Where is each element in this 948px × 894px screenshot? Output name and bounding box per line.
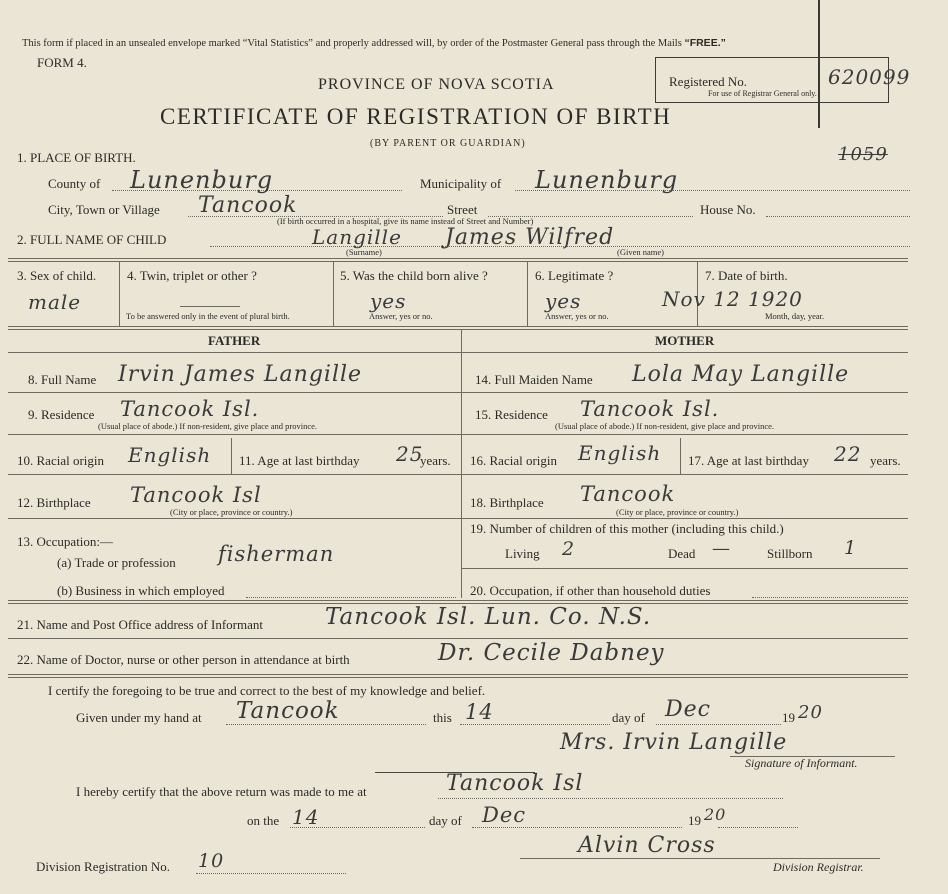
father-birthplace-note: (City or place, province or country.): [170, 507, 293, 517]
child-surname-value: Langille: [312, 225, 402, 249]
registrar-place-rule: [438, 798, 783, 799]
given-year-prefix: 19: [782, 710, 795, 725]
rule-parent-heading: [8, 352, 908, 353]
twin-note: To be answered only in the event of plural birth.: [126, 311, 290, 321]
informant-signature: Mrs. Irvin Langille: [560, 730, 788, 755]
given-place-rule: [226, 724, 426, 725]
mother-name-label: 14. Full Maiden Name: [475, 372, 593, 387]
certificate-title: CERTIFICATE OF REGISTRATION OF BIRTH: [160, 104, 672, 129]
hospital-note: (If birth occurred in a hospital, give its name instead of Street and Number): [277, 216, 534, 226]
registered-box: [655, 57, 911, 103]
business-rule: [246, 597, 456, 598]
father-heading: FATHER: [208, 333, 261, 348]
father-age-value: 25: [396, 442, 424, 466]
given-caption: (Given name): [617, 247, 664, 257]
given-dayof-label: day of: [612, 710, 645, 725]
registrar-signature: Alvin Cross: [578, 833, 716, 858]
registrar-month-value: Dec: [482, 803, 527, 827]
dob-note: Month, day, year.: [765, 311, 825, 321]
informant-label: 21. Name and Post Office address of Informant: [17, 617, 263, 632]
alive-label: 5. Was the child born alive ?: [340, 268, 488, 283]
business-label: (b) Business in which employed: [57, 583, 225, 598]
province-heading: PROVINCE OF NOVA SCOTIA: [318, 76, 555, 93]
living-label: Living: [505, 546, 540, 561]
father-racial-label: 10. Racial origin: [17, 453, 105, 468]
rule-21: [8, 638, 908, 639]
registrar-year-value: 20: [704, 805, 727, 824]
child-name-label: 2. FULL NAME OF CHILD: [17, 232, 167, 247]
given-place-value: Tancook: [236, 698, 340, 724]
mother-birthplace-value: Tancook: [580, 482, 676, 506]
place-of-birth-label: 1. PLACE OF BIRTH.: [17, 150, 136, 165]
county-value: Lunenburg: [130, 166, 274, 194]
registrar-use-note: For use of Registrar General only.: [708, 89, 817, 98]
given-month-rule: [656, 724, 781, 725]
struck-number: 1059: [838, 144, 888, 165]
mother-age-value: 22: [834, 442, 862, 466]
given-day-value: 14: [465, 700, 494, 724]
rule-after-row3: [8, 326, 908, 330]
occupation-label: 13. Occupation:—: [17, 534, 114, 549]
surname-caption: (Surname): [346, 247, 382, 257]
rule-9: [8, 434, 908, 435]
father-residence-note: (Usual place of abode.) If non-resident, give place and province.: [98, 421, 318, 431]
father-name-label: 8. Full Name: [28, 372, 97, 387]
given-month-value: Dec: [665, 697, 711, 722]
certificate-subtitle: (BY PARENT OR GUARDIAN): [370, 138, 526, 149]
father-name-value: Irvin James Langille: [118, 362, 363, 387]
street-label: Street: [447, 202, 478, 217]
given-year-value: 20: [798, 702, 823, 723]
father-age-suffix: years.: [420, 453, 451, 468]
mother-name-value: Lola May Langille: [632, 362, 850, 387]
dob-label: 7. Date of birth.: [705, 268, 788, 283]
registrar-year-prefix: 19: [688, 813, 701, 828]
form-number: FORM 4.: [37, 55, 87, 70]
father-racial-divider: [231, 438, 232, 474]
sex-label: 3. Sex of child.: [17, 268, 97, 283]
registrar-statement: I hereby certify that the above return was made to me at: [76, 784, 367, 799]
registered-value: 620099: [828, 65, 911, 89]
rule-19: [462, 568, 908, 569]
given-day-rule: [460, 724, 610, 725]
city-label: City, Town or Village: [48, 202, 160, 217]
mother-residence-value: Tancook Isl.: [580, 397, 720, 421]
dead-label: Dead: [668, 546, 696, 561]
mother-racial-value: English: [578, 441, 662, 465]
dead-value: —: [712, 538, 731, 559]
rule-10: [8, 474, 908, 475]
mother-racial-label: 16. Racial origin: [470, 453, 558, 468]
legitimate-label: 6. Legitimate ?: [535, 268, 614, 283]
rule-12: [8, 518, 908, 519]
mother-heading: MOTHER: [655, 333, 715, 348]
stillborn-label: Stillborn: [767, 546, 813, 561]
twin-dash: [180, 306, 240, 307]
father-residence-label: 9. Residence: [28, 407, 95, 422]
mail-free: “FREE.”: [684, 37, 726, 49]
pen-stroke: [818, 0, 820, 128]
mother-occupation-label: 20. Occupation, if other than household duties: [470, 583, 711, 598]
registered-label: Registered No.: [669, 74, 747, 89]
twin-label: 4. Twin, triplet or other ?: [127, 268, 257, 283]
rule-after-name: [8, 258, 908, 262]
mother-birthplace-label: 18. Birthplace: [470, 495, 544, 510]
living-value: 2: [562, 538, 576, 560]
children-label: 19. Number of children of this mother (including this child.): [470, 521, 784, 536]
mother-racial-divider: [680, 438, 681, 474]
mother-occupation-rule: [752, 597, 908, 598]
division-label: Division Registration No.: [36, 859, 170, 874]
alive-value: yes: [370, 289, 407, 313]
divider-5-6: [527, 262, 528, 326]
rule-after-22: [8, 674, 908, 678]
registrar-place-value: Tancook Isl: [446, 771, 584, 796]
mother-age-suffix: years.: [870, 453, 901, 468]
registrar-month-rule: [472, 827, 682, 828]
this-label: this: [433, 710, 452, 725]
doctor-value: Dr. Cecile Dabney: [438, 640, 665, 666]
municipality-label: Municipality of: [420, 176, 502, 191]
registrar-year-rule: [718, 827, 798, 828]
mother-residence-note: (Usual place of abode.) If non-resident, give place and province.: [555, 421, 775, 431]
mother-birthplace-note: (City or place, province or country.): [616, 507, 739, 517]
divider-3-4: [119, 262, 120, 326]
doctor-label: 22. Name of Doctor, nurse or other person in attendance at birth: [17, 652, 350, 667]
city-value: Tancook: [198, 193, 298, 218]
trade-label: (a) Trade or profession: [57, 555, 176, 570]
father-residence-value: Tancook Isl.: [120, 397, 260, 421]
registrar-signature-rule: [520, 858, 880, 859]
stillborn-value: 1: [844, 537, 858, 559]
registrar-dayof-label: day of: [429, 813, 462, 828]
father-birthplace-value: Tancook Isl: [130, 483, 262, 507]
rule-8: [8, 392, 908, 393]
registrar-caption: Division Registrar.: [773, 860, 864, 874]
parent-divider: [461, 330, 462, 598]
division-rule: [196, 873, 346, 874]
house-rule: [766, 216, 910, 217]
county-label: County of: [48, 176, 101, 191]
registrar-day-value: 14: [292, 805, 320, 829]
informant-value: Tancook Isl. Lun. Co. N.S.: [325, 604, 652, 630]
sex-value: male: [28, 290, 82, 314]
mail-notice-text: This form if placed in an unsealed envelope marked “Vital Statistics” and properly addressed will, by order of the Postmaster General pass through the Mails: [22, 38, 682, 49]
father-racial-value: English: [128, 443, 212, 467]
father-age-label: 11. Age at last birthday: [239, 453, 360, 468]
divider-4-5: [333, 262, 334, 326]
alive-note: Answer, yes or no.: [369, 311, 433, 321]
father-birthplace-label: 12. Birthplace: [17, 495, 91, 510]
child-given-value: James Wilfred: [445, 225, 615, 250]
mail-notice: [22, 37, 726, 49]
house-label: House No.: [700, 202, 756, 217]
trade-value: fisherman: [218, 542, 335, 566]
legitimate-value: yes: [545, 289, 582, 313]
signature-caption: Signature of Informant.: [745, 756, 858, 770]
mother-residence-label: 15. Residence: [475, 407, 548, 422]
registrar-on-label: on the: [247, 813, 280, 828]
division-value: 10: [198, 850, 225, 872]
dob-value: Nov 12 1920: [662, 287, 803, 311]
mother-age-label: 17. Age at last birthday: [688, 453, 809, 468]
municipality-value: Lunenburg: [535, 166, 679, 194]
certify-statement: I certify the foregoing to be true and correct to the best of my knowledge and belief.: [48, 683, 486, 698]
given-under-label: Given under my hand at: [76, 710, 202, 725]
legitimate-note: Answer, yes or no.: [545, 311, 609, 321]
